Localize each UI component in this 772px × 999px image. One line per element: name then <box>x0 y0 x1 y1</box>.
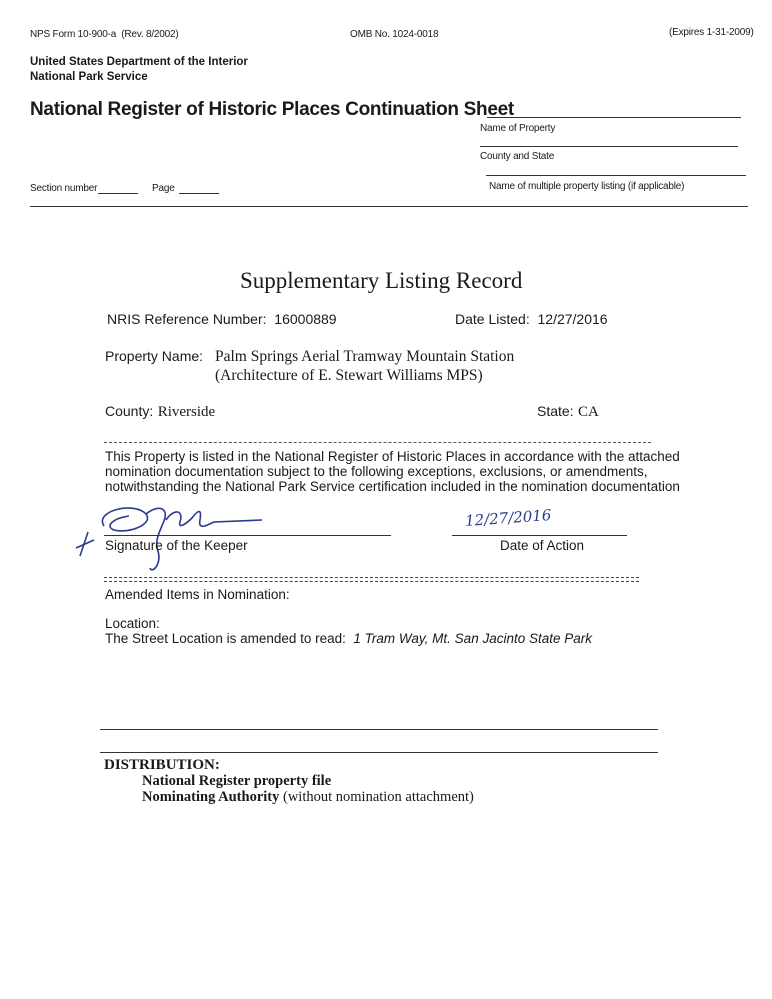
date-of-action-line <box>452 535 627 536</box>
date-of-action-label: Date of Action <box>500 538 585 553</box>
distribution-heading: DISTRIBUTION: <box>104 757 220 773</box>
keeper-signature <box>74 496 274 576</box>
section-number-blank <box>98 193 138 194</box>
expiration-date: (Expires 1-31-2009) <box>669 27 754 38</box>
county-state-line <box>480 146 738 147</box>
location-label: Location: <box>105 616 160 631</box>
page-blank <box>179 193 219 194</box>
listing-statement: This Property is listed in the National Register of Historic Places in accordance with the attached nomination documentation subject to the following exceptions, exclusions, or amendments, notwithstanding the National Park Service certification included in the nomination documentation <box>105 449 680 494</box>
form-number: NPS Form 10-900-a (Rev. 8/2002) <box>30 29 179 40</box>
distribution-item-1: National Register property file <box>142 773 332 789</box>
department-name: United States Department of the Interior <box>30 56 248 68</box>
page-label: Page <box>152 183 175 194</box>
nris-reference: NRIS Reference Number: 16000889 <box>107 311 337 327</box>
location-amendment: The Street Location is amended to read: 1 Tram Way, Mt. San Jacinto State Park <box>105 631 593 646</box>
distribution-item-2: Nominating Authority (without nomination attachment) <box>142 789 474 805</box>
sheet-title: National Register of Historic Places Continuation Sheet <box>30 99 514 120</box>
date-listed: Date Listed: 12/27/2016 <box>455 311 608 327</box>
amended-heading: Amended Items in Nomination: <box>105 587 290 602</box>
dashed-divider <box>104 442 651 443</box>
signature-line <box>104 535 391 536</box>
multiple-listing-line <box>486 175 746 176</box>
bottom-rule-2 <box>100 752 658 753</box>
property-name-line2: (Architecture of E. Stewart Williams MPS) <box>215 367 483 384</box>
name-of-property-label: Name of Property <box>480 123 556 134</box>
property-name-line <box>487 117 741 118</box>
property-name-line1: Palm Springs Aerial Tramway Mountain Station <box>215 348 515 365</box>
service-name: National Park Service <box>30 71 148 83</box>
county: County: Riverside <box>105 403 216 420</box>
state: State: CA <box>537 403 599 420</box>
date-of-action-handwritten: 12/27/2016 <box>464 506 552 530</box>
omb-number: OMB No. 1024-0018 <box>350 29 439 40</box>
record-title: Supplementary Listing Record <box>240 268 523 293</box>
header-divider <box>30 206 748 207</box>
multiple-listing-label: Name of multiple property listing (if applicable) <box>489 181 685 192</box>
section-number-label: Section number <box>30 183 98 194</box>
county-state-label: County and State <box>480 151 555 162</box>
double-dashed-divider <box>104 577 639 582</box>
property-name-label: Property Name: <box>105 348 204 364</box>
signature-label: Signature of the Keeper <box>105 538 248 553</box>
bottom-rule-1 <box>100 729 658 730</box>
